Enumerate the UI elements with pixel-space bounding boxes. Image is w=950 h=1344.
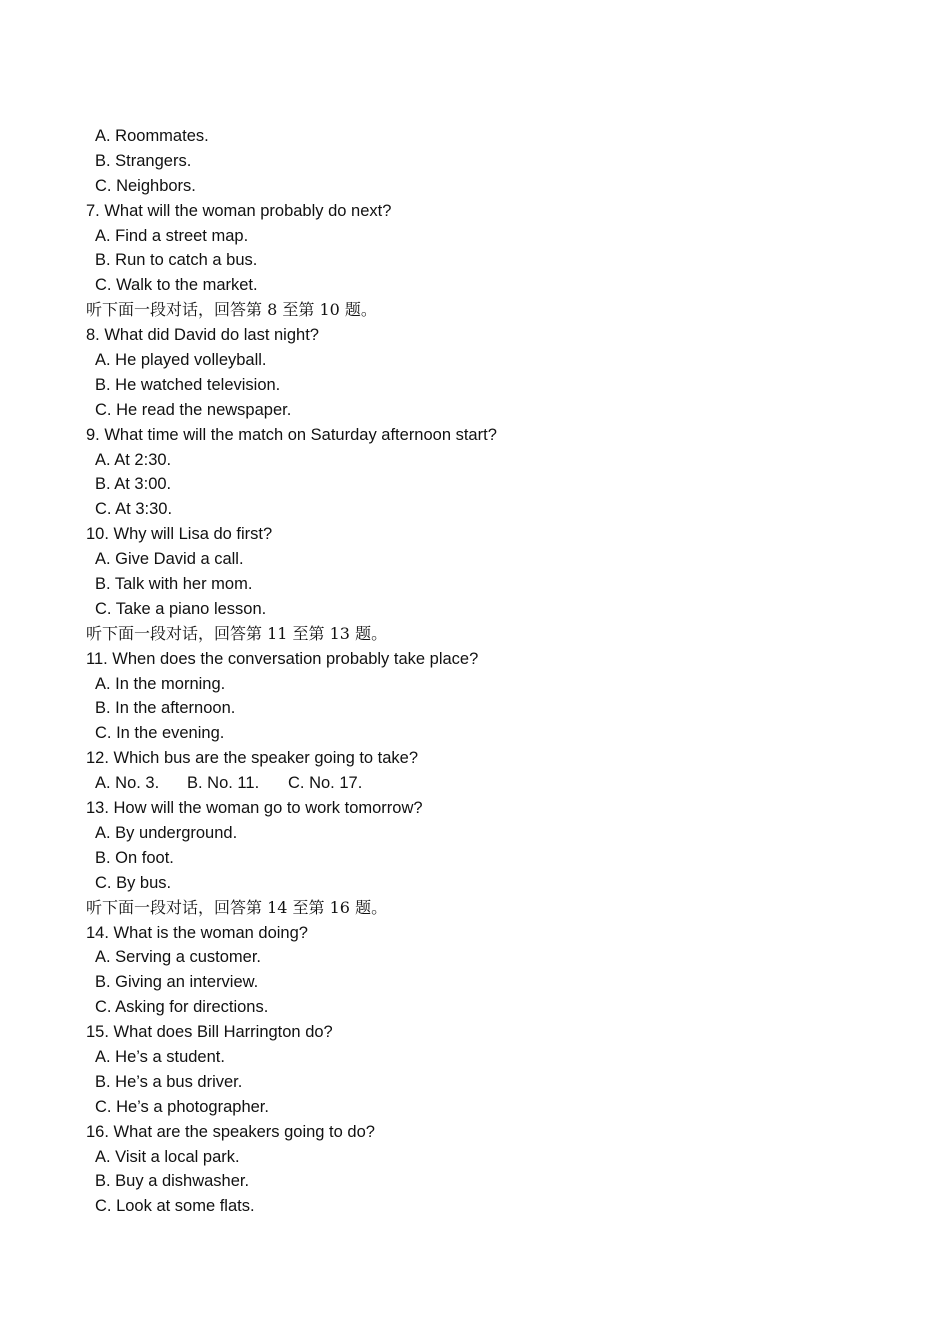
option-text: A. By underground. [95,823,238,842]
option-text: B. On foot. [95,848,174,867]
option-text: A. He’s a student. [95,1047,225,1066]
question-text: 15. What does Bill Harrington do? [86,1023,333,1042]
option-text: C. Neighbors. [95,176,196,195]
question-list [86,124,886,1219]
question-text: 8. What did David do last night? [86,326,319,345]
option-text: B. In the afternoon. [95,699,236,718]
option-text: C. He’s a photographer. [95,1097,269,1116]
question-text: 9. What time will the match on Saturday afternoon start? [86,425,497,444]
option-text: A. He played volleyball. [95,351,267,370]
option-text: C. He read the newspaper. [95,400,292,419]
option-text: B. Buy a dishwasher. [95,1172,250,1191]
option-text: B. Run to catch a bus. [95,251,258,270]
question-text: 16. What are the speakers going to do? [86,1122,375,1141]
option-text: A. Find a street map. [95,226,249,245]
option-text: A. Give David a call. [95,550,244,569]
option-text: A. At 2:30. [95,450,172,469]
option-text: C. Walk to the market. [95,276,258,295]
question-text: 7. What will the woman probably do next? [86,201,392,220]
question-text: 12. Which bus are the speaker going to take? [86,749,419,768]
question-text: 11. When does the conversation probably take place? [86,649,479,668]
option-text: B. Giving an interview. [95,973,259,992]
option-text: A. In the morning. [95,674,226,693]
option-text: A. Visit a local park. [95,1147,240,1166]
option-text: B. Strangers. [95,151,192,170]
section-instruction: 听下面一段对话，回答第 14 至第 16 题。 [86,897,388,917]
question-text: 13. How will the woman go to work tomorrow? [86,799,423,818]
option-text: C. Look at some flats. [95,1197,255,1216]
option-text: B. No. 11. [187,774,260,793]
option-text: C. No. 17. [288,774,363,793]
section-instruction: 听下面一段对话，回答第 11 至第 13 题。 [86,623,388,643]
question-text: 10. Why will Lisa do first? [86,525,273,544]
option-text: B. He watched television. [95,375,281,394]
question-text: 14. What is the woman doing? [86,923,308,942]
option-text: C. Asking for directions. [95,998,269,1017]
option-text: B. Talk with her mom. [95,575,253,594]
option-text: A. No. 3. [95,774,160,793]
option-text: B. He’s a bus driver. [95,1072,243,1091]
option-text: C. By bus. [95,873,172,892]
option-text: C. At 3:30. [95,500,173,519]
inline-options [86,771,886,796]
option-text: A. Roommates. [95,127,209,145]
section-instruction: 听下面一段对话，回答第 8 至第 10 题。 [86,300,377,320]
option-text: C. Take a piano lesson. [95,599,267,618]
option-text: C. In the evening. [95,724,225,743]
option-text: A. Serving a customer. [95,948,261,967]
option-text: B. At 3:00. [95,475,172,494]
